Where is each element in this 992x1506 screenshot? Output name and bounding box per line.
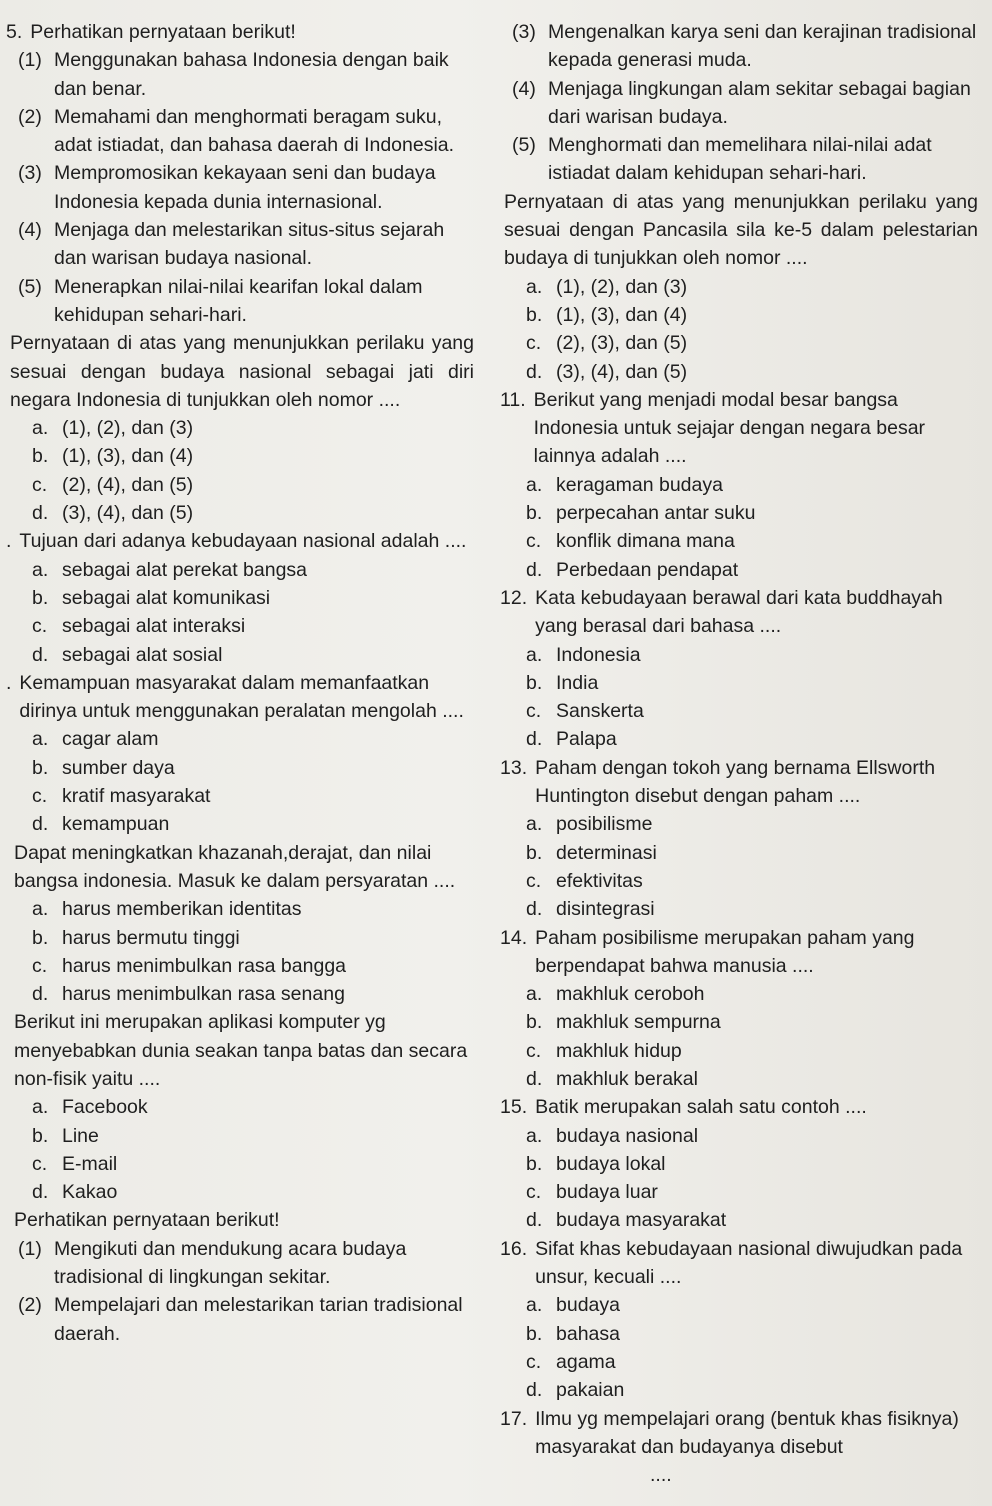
option-text: sebagai alat interaksi bbox=[62, 615, 246, 638]
question-text: Paham dengan tokoh yang bernama Ellsworth Huntington disebut dengan paham .... bbox=[535, 756, 936, 808]
option-text: budaya bbox=[556, 1294, 620, 1317]
answer-option bbox=[500, 273, 978, 301]
question-header bbox=[500, 386, 978, 471]
option-letter: c. bbox=[32, 473, 48, 496]
question-header bbox=[500, 924, 978, 981]
question-q6 bbox=[6, 527, 474, 668]
option-text: (2), (4), dan (5) bbox=[62, 473, 194, 496]
answer-option bbox=[500, 1065, 978, 1093]
answer-option bbox=[6, 1122, 474, 1150]
question-number: 5. bbox=[6, 21, 23, 43]
option-letter: c. bbox=[526, 530, 542, 553]
statement-item bbox=[500, 18, 978, 75]
option-letter: c. bbox=[526, 332, 542, 355]
question-number: . bbox=[6, 530, 12, 553]
option-text: perpecahan antar suku bbox=[556, 502, 756, 525]
answer-option bbox=[500, 697, 978, 725]
option-letter: c. bbox=[32, 615, 48, 638]
option-letter: a. bbox=[526, 643, 543, 666]
option-letter: a. bbox=[32, 898, 49, 921]
question-text: Kemampuan masyarakat dalam memanfaatkan dirinya untuk menggunakan peralatan mengolah .... bbox=[19, 671, 464, 723]
statement-text: Menggunakan bahasa Indonesia dengan baik dan benar. bbox=[54, 49, 449, 100]
option-text: efektivitas bbox=[556, 869, 643, 892]
option-text: agama bbox=[556, 1350, 616, 1373]
option-text: pakaian bbox=[556, 1379, 625, 1402]
option-letter: d. bbox=[32, 643, 49, 666]
statement-number: (3) bbox=[512, 21, 536, 43]
question-q11 bbox=[500, 386, 978, 584]
option-text: Line bbox=[62, 1124, 99, 1147]
option-text: budaya nasional bbox=[556, 1124, 699, 1147]
answer-option bbox=[500, 1320, 978, 1348]
answer-option bbox=[6, 980, 474, 1008]
answer-option bbox=[6, 499, 474, 527]
answer-option bbox=[500, 1178, 978, 1206]
question-text: Paham posibilisme merupakan paham yang berpendapat bahwa manusia .... bbox=[535, 926, 915, 977]
answer-option bbox=[6, 952, 474, 980]
option-text: harus menimbulkan rasa senang bbox=[62, 983, 345, 1006]
option-text: Sanskerta bbox=[556, 700, 644, 723]
question-text: Dapat meningkatkan khazanah,derajat, dan nilai bangsa indonesia. Masuk ke dalam persyaratan .... bbox=[14, 841, 456, 892]
statement-text: Menjaga dan melestarikan situs-situs sejarah dan warisan budaya nasional. bbox=[54, 219, 445, 270]
option-text: (1), (3), dan (4) bbox=[62, 445, 194, 468]
option-letter: b. bbox=[526, 1322, 543, 1345]
question-header bbox=[500, 754, 978, 811]
statement-number: (1) bbox=[18, 1237, 42, 1260]
option-letter: c. bbox=[526, 869, 542, 892]
question-text: Berikut yang menjadi modal besar bangsa Indonesia untuk sejajar dengan negara besar lainnya adalah .... bbox=[533, 388, 926, 468]
answer-option bbox=[500, 867, 978, 895]
answer-option bbox=[6, 782, 474, 810]
option-text: keragaman budaya bbox=[556, 473, 723, 496]
option-text: makhluk hidup bbox=[556, 1039, 682, 1062]
option-letter: d. bbox=[526, 360, 543, 383]
answer-option bbox=[500, 1291, 978, 1319]
option-letter: a. bbox=[526, 983, 543, 1006]
statement-text: Menjaga lingkungan alam sekitar sebagai bagian dari warisan budaya. bbox=[548, 77, 971, 128]
option-letter: c. bbox=[526, 1350, 542, 1373]
answer-option bbox=[6, 924, 474, 952]
option-text: konflik dimana mana bbox=[556, 530, 735, 553]
answer-option bbox=[500, 980, 978, 1008]
option-text: harus bermutu tinggi bbox=[62, 926, 240, 949]
answer-option bbox=[6, 414, 474, 442]
option-letter: b. bbox=[32, 926, 49, 949]
question-number: 17. bbox=[500, 1407, 528, 1430]
option-letter: d. bbox=[32, 983, 49, 1006]
answer-option bbox=[500, 358, 978, 386]
question-q9 bbox=[6, 1008, 474, 1206]
statement-text: Menghormati dan memelihara nilai-nilai adat istiadat dalam kehidupan sehari-hari. bbox=[548, 134, 932, 185]
option-letter: b. bbox=[32, 445, 49, 468]
option-text: Facebook bbox=[62, 1096, 148, 1119]
option-letter: c. bbox=[32, 1152, 48, 1175]
answer-option bbox=[500, 725, 978, 753]
answer-option bbox=[500, 641, 978, 669]
statement-number: (5) bbox=[512, 134, 536, 157]
option-letter: d. bbox=[526, 1209, 543, 1232]
statement-text: Mempelajari dan melestarikan tarian tradisional daerah. bbox=[54, 1294, 463, 1345]
option-letter: d. bbox=[32, 1181, 49, 1204]
option-letter: c. bbox=[526, 700, 542, 723]
question-header bbox=[500, 1405, 978, 1462]
option-text: Perbedaan pendapat bbox=[556, 558, 739, 581]
answer-option bbox=[6, 810, 474, 838]
question-text: Perhatikan pernyataan berikut! bbox=[14, 1209, 280, 1232]
question-q8 bbox=[6, 839, 474, 1009]
option-text: kemampuan bbox=[62, 813, 170, 836]
answer-option bbox=[500, 1122, 978, 1150]
option-letter: a. bbox=[526, 275, 543, 298]
option-text: posibilisme bbox=[556, 813, 653, 836]
option-text: Indonesia bbox=[556, 643, 641, 666]
answer-option bbox=[6, 442, 474, 470]
answer-option bbox=[500, 669, 978, 697]
question-q12 bbox=[500, 584, 978, 754]
option-letter: b. bbox=[526, 671, 543, 694]
answer-blank: .... bbox=[650, 1464, 672, 1487]
statement-text: Memahami dan menghormati beragam suku, adat istiadat, dan bahasa daerah di Indonesia. bbox=[54, 105, 455, 157]
option-text: (1), (3), dan (4) bbox=[556, 303, 688, 326]
question-header bbox=[6, 1008, 474, 1093]
answer-option bbox=[500, 471, 978, 499]
option-text: India bbox=[556, 671, 599, 694]
statement-item bbox=[500, 131, 978, 188]
question-number: . bbox=[6, 671, 12, 694]
option-text: (3), (4), dan (5) bbox=[62, 502, 194, 525]
option-text: harus memberikan identitas bbox=[62, 898, 302, 921]
option-text: makhluk berakal bbox=[556, 1067, 698, 1090]
question-q15 bbox=[500, 1093, 978, 1234]
statement-item bbox=[6, 46, 474, 103]
question-header bbox=[6, 839, 474, 896]
option-text: budaya lokal bbox=[556, 1152, 666, 1175]
answer-option bbox=[500, 1037, 978, 1065]
option-letter: b. bbox=[526, 303, 543, 326]
statement-text: Mengikuti dan mendukung acara budaya tradisional di lingkungan sekitar. bbox=[54, 1237, 407, 1289]
option-letter: a. bbox=[32, 558, 49, 581]
statement-item bbox=[6, 103, 474, 160]
answer-option bbox=[6, 556, 474, 584]
option-text: (1), (2), dan (3) bbox=[556, 275, 688, 298]
option-letter: d. bbox=[32, 813, 49, 836]
question-number: 14. bbox=[500, 926, 528, 949]
option-letter: b. bbox=[526, 1152, 543, 1175]
question-q10 bbox=[6, 1206, 474, 1347]
option-letter: a. bbox=[32, 728, 49, 751]
option-letter: a. bbox=[32, 1096, 49, 1119]
question-header bbox=[500, 584, 978, 641]
statement-number: (4) bbox=[18, 219, 42, 242]
option-letter: a. bbox=[526, 813, 543, 836]
answer-option bbox=[6, 1150, 474, 1178]
option-text: (3), (4), dan (5) bbox=[556, 360, 688, 383]
option-text: bahasa bbox=[556, 1322, 620, 1345]
answer-option bbox=[500, 810, 978, 838]
question-number: 12. bbox=[500, 586, 528, 609]
answer-option bbox=[500, 839, 978, 867]
option-text: budaya luar bbox=[556, 1181, 658, 1204]
statement-item bbox=[500, 75, 978, 132]
question-header bbox=[500, 1093, 978, 1121]
statement-number: (2) bbox=[18, 105, 42, 128]
option-letter: b. bbox=[32, 1124, 49, 1147]
option-letter: b. bbox=[32, 756, 49, 779]
question-text: Berikut ini merupakan aplikasi komputer yg menyebabkan dunia seakan tanpa batas dan secara non-fisik yaitu .... bbox=[14, 1011, 468, 1090]
answer-option bbox=[6, 1093, 474, 1121]
answer-option bbox=[500, 527, 978, 555]
question-number: 15. bbox=[500, 1096, 528, 1119]
answer-option bbox=[6, 471, 474, 499]
option-letter: b. bbox=[32, 586, 49, 609]
question-stem: Pernyataan di atas yang menunjukkan perilaku yang sesuai dengan Pancasila sila ke-5 dalam pelestarian budaya di tunjukkan oleh nomor .... bbox=[504, 190, 978, 270]
question-number: 16. bbox=[500, 1237, 528, 1260]
answer-option bbox=[6, 612, 474, 640]
question-number: 13. bbox=[500, 756, 528, 779]
question-header bbox=[500, 1235, 978, 1292]
option-text: (2), (3), dan (5) bbox=[556, 332, 688, 355]
question-q5 bbox=[6, 18, 474, 527]
statement-item bbox=[6, 159, 474, 216]
question-text: Sifat khas kebudayaan nasional diwujudkan pada unsur, kecuali .... bbox=[535, 1237, 963, 1289]
option-letter: a. bbox=[526, 473, 543, 496]
option-letter: b. bbox=[526, 1011, 543, 1034]
question-text: Ilmu yg mempelajari orang (bentuk khas fisiknya) masyarakat dan budayanya disebut bbox=[535, 1407, 959, 1458]
left-column bbox=[6, 18, 474, 1489]
question-text: Perhatikan pernyataan berikut! bbox=[30, 21, 296, 43]
option-text: (1), (2), dan (3) bbox=[62, 417, 194, 440]
statement-item bbox=[6, 1235, 474, 1292]
answer-option bbox=[6, 584, 474, 612]
answer-option bbox=[500, 1376, 978, 1404]
option-text: kratif masyarakat bbox=[62, 785, 211, 808]
statement-number: (5) bbox=[18, 275, 42, 298]
option-letter: c. bbox=[526, 1181, 542, 1204]
question-header bbox=[6, 18, 474, 46]
option-letter: d. bbox=[526, 898, 543, 921]
option-text: sumber daya bbox=[62, 756, 175, 779]
option-letter: c. bbox=[32, 954, 48, 977]
answer-option bbox=[500, 329, 978, 357]
option-letter: a. bbox=[526, 1294, 543, 1317]
answer-option bbox=[500, 1008, 978, 1036]
option-letter: d. bbox=[526, 728, 543, 751]
answer-option bbox=[500, 499, 978, 527]
statement-item bbox=[6, 216, 474, 273]
statement-item bbox=[6, 273, 474, 330]
statement-item bbox=[6, 1291, 474, 1348]
option-letter: d. bbox=[32, 502, 49, 525]
option-text: determinasi bbox=[556, 841, 657, 864]
option-text: cagar alam bbox=[62, 728, 159, 751]
question-q16 bbox=[500, 1235, 978, 1405]
answer-option bbox=[6, 754, 474, 782]
option-letter: d. bbox=[526, 558, 543, 581]
option-letter: a. bbox=[526, 1124, 543, 1147]
option-text: sebagai alat komunikasi bbox=[62, 586, 271, 609]
answer-option bbox=[500, 301, 978, 329]
option-letter: b. bbox=[526, 841, 543, 864]
statement-text: Menerapkan nilai-nilai kearifan lokal dalam kehidupan sehari-hari. bbox=[54, 275, 423, 326]
option-letter: a. bbox=[32, 417, 49, 440]
question-header bbox=[6, 1206, 474, 1234]
question-number: 11. bbox=[500, 388, 526, 411]
option-text: sebagai alat perekat bangsa bbox=[62, 558, 308, 581]
answer-option bbox=[500, 895, 978, 923]
answer-option bbox=[6, 1178, 474, 1206]
option-letter: d. bbox=[526, 1379, 543, 1402]
question-text: Kata kebudayaan berawal dari kata buddhayah yang berasal dari bahasa .... bbox=[535, 586, 943, 638]
question-header bbox=[6, 527, 474, 555]
option-text: E-mail bbox=[62, 1152, 118, 1175]
option-text: budaya masyarakat bbox=[556, 1209, 727, 1232]
statement-number: (4) bbox=[512, 77, 536, 100]
option-letter: b. bbox=[526, 502, 543, 525]
option-text: Kakao bbox=[62, 1181, 118, 1204]
question-q7 bbox=[6, 669, 474, 839]
option-letter: d. bbox=[526, 1067, 543, 1090]
answer-option bbox=[500, 1150, 978, 1178]
option-text: makhluk sempurna bbox=[556, 1011, 721, 1034]
statement-number: (2) bbox=[18, 1294, 42, 1317]
statement-number: (3) bbox=[18, 162, 42, 185]
answer-option bbox=[6, 725, 474, 753]
answer-option bbox=[6, 641, 474, 669]
question-header bbox=[6, 669, 474, 726]
question-text: Tujuan dari adanya kebudayaan nasional adalah .... bbox=[19, 530, 467, 553]
answer-option bbox=[500, 1348, 978, 1376]
question-stem: Pernyataan di atas yang menunjukkan perilaku yang sesuai dengan budaya nasional sebagai jati diri negara Indonesia di tunjukkan oleh nomor .... bbox=[10, 332, 474, 411]
right-column bbox=[500, 18, 978, 1489]
statement-text: Mempromosikan kekayaan seni dan budaya Indonesia kepada dunia internasional. bbox=[54, 162, 436, 213]
option-text: makhluk ceroboh bbox=[556, 983, 705, 1006]
answer-option bbox=[500, 556, 978, 584]
option-text: Palapa bbox=[556, 728, 617, 751]
answer-option bbox=[500, 1206, 978, 1234]
statement-number: (1) bbox=[18, 49, 42, 72]
option-letter: c. bbox=[32, 785, 48, 808]
answer-option bbox=[6, 895, 474, 923]
question-text: Batik merupakan salah satu contoh .... bbox=[535, 1096, 867, 1119]
question-q10-cont bbox=[500, 18, 978, 386]
question-q17 bbox=[500, 1405, 978, 1490]
option-text: disintegrasi bbox=[556, 898, 655, 921]
question-q14 bbox=[500, 924, 978, 1094]
option-text: harus menimbulkan rasa bangga bbox=[62, 954, 347, 977]
statement-text: Mengenalkan karya seni dan kerajinan tradisional kepada generasi muda. bbox=[548, 21, 977, 72]
option-letter: c. bbox=[526, 1039, 542, 1062]
option-text: sebagai alat sosial bbox=[62, 643, 223, 666]
question-q13 bbox=[500, 754, 978, 924]
